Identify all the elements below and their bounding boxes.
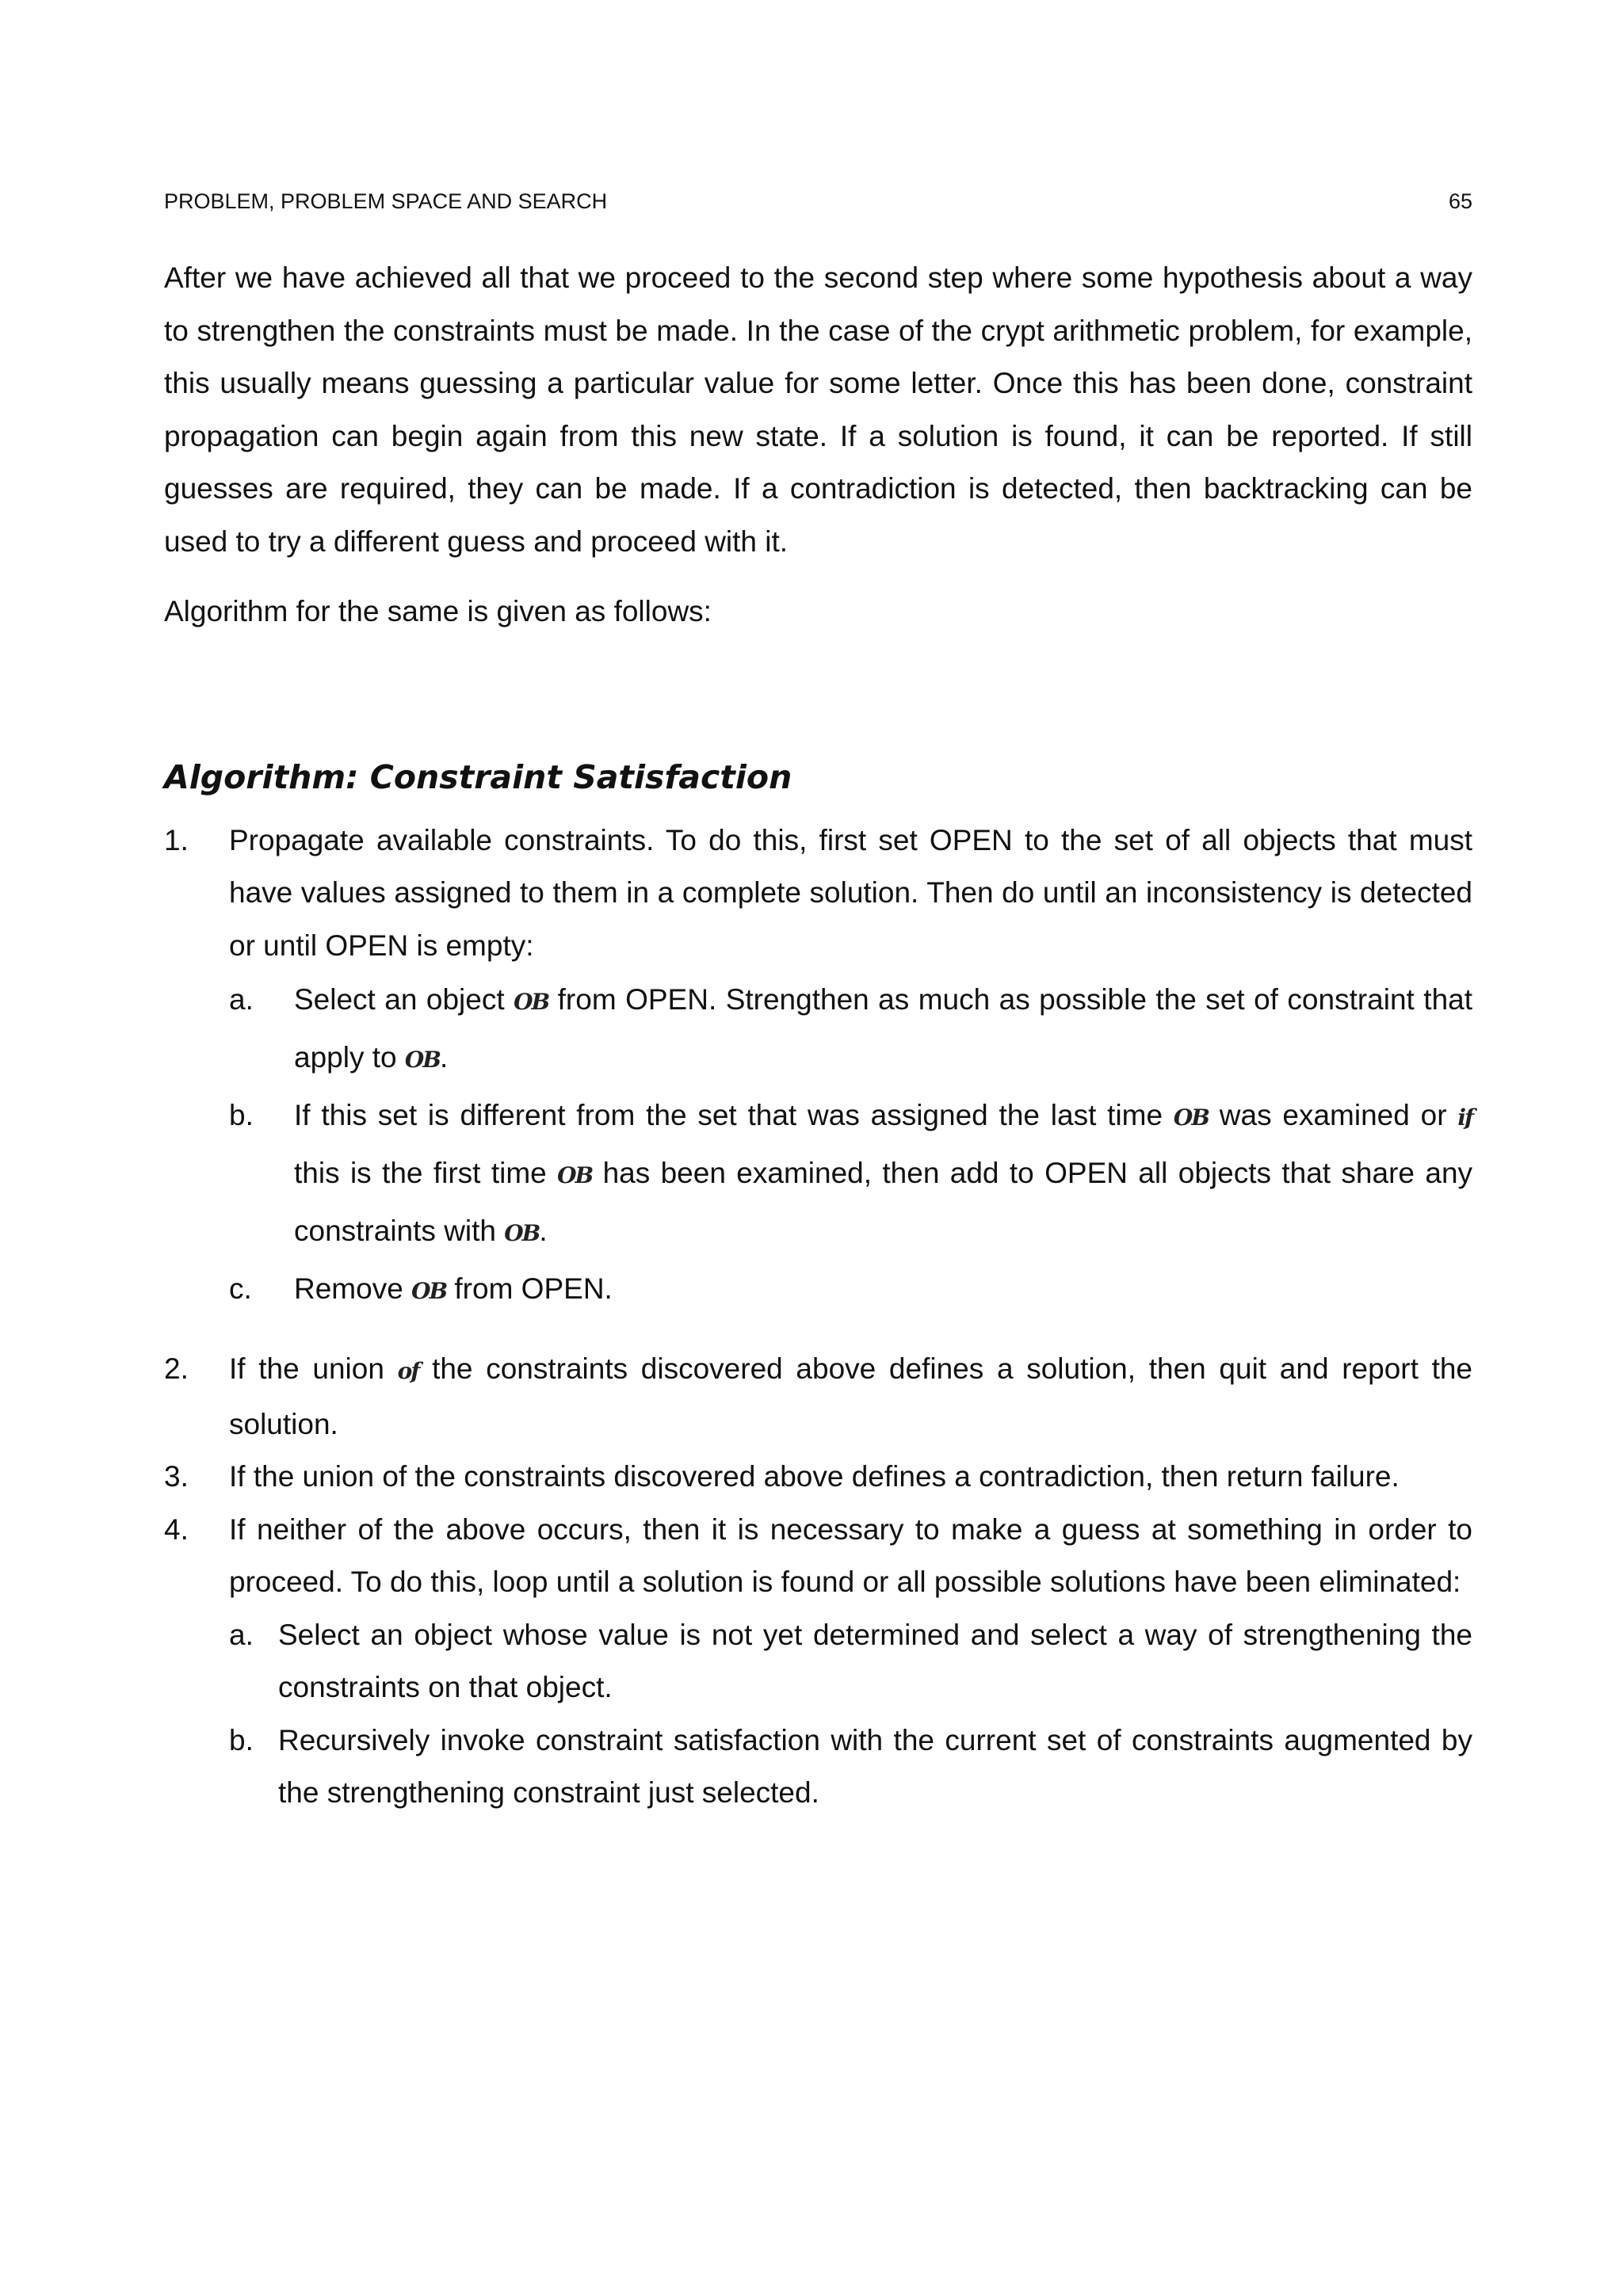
- intro-paragraph: After we have achieved all that we proceed to the second step where some hypothesis about a way to strengthen the constraints must be made. In the case of the crypt arithmetic problem, for example, this usually means guessing a particular value for some letter. Once this has been done, constraint propagation can begin again from this new state. If a solution is found, it can be reported. If still guesses are required, they can be made. If a contradiction is detected, then backtracking can be used to try a different guess and proceed with it.: [164, 261, 1472, 558]
- page-header: [164, 189, 1472, 214]
- substep-letter: a.: [229, 1618, 254, 1651]
- algorithm-title: Algorithm: Constraint Satisfaction: [164, 757, 792, 796]
- substep-1b: [229, 1088, 1472, 1261]
- page-content: [164, 252, 1472, 1820]
- step-number: 2.: [164, 1352, 189, 1385]
- if-symbol: if: [1457, 1104, 1473, 1131]
- substep-text: Select an object OB from OPEN. Strengthen as much as possible the set of constraint that apply to OB.: [294, 983, 1472, 1074]
- ob-symbol: OB: [557, 1162, 593, 1188]
- substep-letter: b.: [229, 1723, 254, 1756]
- step-1-substeps: [229, 972, 1472, 1319]
- substep-text: Select an object whose value is not yet determined and select a way of strengthening the constraints on that object.: [278, 1618, 1472, 1703]
- substep-letter: a.: [229, 983, 254, 1016]
- substep-letter: c.: [229, 1272, 252, 1305]
- step-text: If neither of the above occurs, then it is necessary to make a guess at something in order to proceed. To do this, loop until a solution is found or all possible solutions have been eliminated:: [229, 1512, 1472, 1598]
- of-symbol: of: [397, 1358, 419, 1384]
- substep-letter: b.: [229, 1099, 254, 1131]
- algorithm-step-1: [164, 814, 1472, 973]
- step-4-substeps: [229, 1609, 1472, 1820]
- substep-text: Recursively invoke constraint satisfaction with the current set of constraints augmented by the strengthening constraint just selected.: [278, 1723, 1472, 1809]
- step-number: 1.: [164, 823, 189, 856]
- ob-symbol: OB: [1173, 1104, 1209, 1131]
- ob-symbol: OB: [514, 989, 549, 1015]
- substep-1a: [229, 972, 1472, 1088]
- algorithm-step-4: [164, 1504, 1472, 1609]
- step-number: 3.: [164, 1460, 189, 1493]
- running-title: PROBLEM, PROBLEM SPACE AND SEARCH: [164, 189, 608, 213]
- step-text: If the union of the constraints discovered above defines a contradiction, then return failure.: [229, 1460, 1400, 1493]
- step-number: 4.: [164, 1512, 189, 1546]
- substep-1c: [229, 1261, 1472, 1319]
- step-text: If the union of the constraints discovered above defines a solution, then quit and report the solution.: [229, 1352, 1473, 1440]
- substep-text: Remove OB from OPEN.: [294, 1272, 613, 1305]
- step-text: Propagate available constraints. To do this, first set OPEN to the set of all objects that must have values assigned to them in a complete solution. Then do until an inconsistency is detected or until OPEN is empty:: [229, 823, 1472, 962]
- ob-symbol: OB: [504, 1220, 540, 1246]
- substep-4a: [229, 1609, 1472, 1714]
- algorithm-step-2: [164, 1343, 1472, 1451]
- page-number: 65: [1448, 189, 1472, 213]
- algorithm-step-3: [164, 1451, 1472, 1504]
- algorithm-intro: Algorithm for the same is given as follows:: [164, 595, 712, 627]
- ob-symbol: OB: [411, 1278, 447, 1304]
- substep-text: If this set is different from the set that was assigned the last time OB was examined or if this is the first time OB has been examined, then add to OPEN all objects that share any constraints with OB.: [294, 1099, 1473, 1247]
- ob-symbol: OB: [404, 1047, 440, 1073]
- substep-4b: [229, 1714, 1472, 1820]
